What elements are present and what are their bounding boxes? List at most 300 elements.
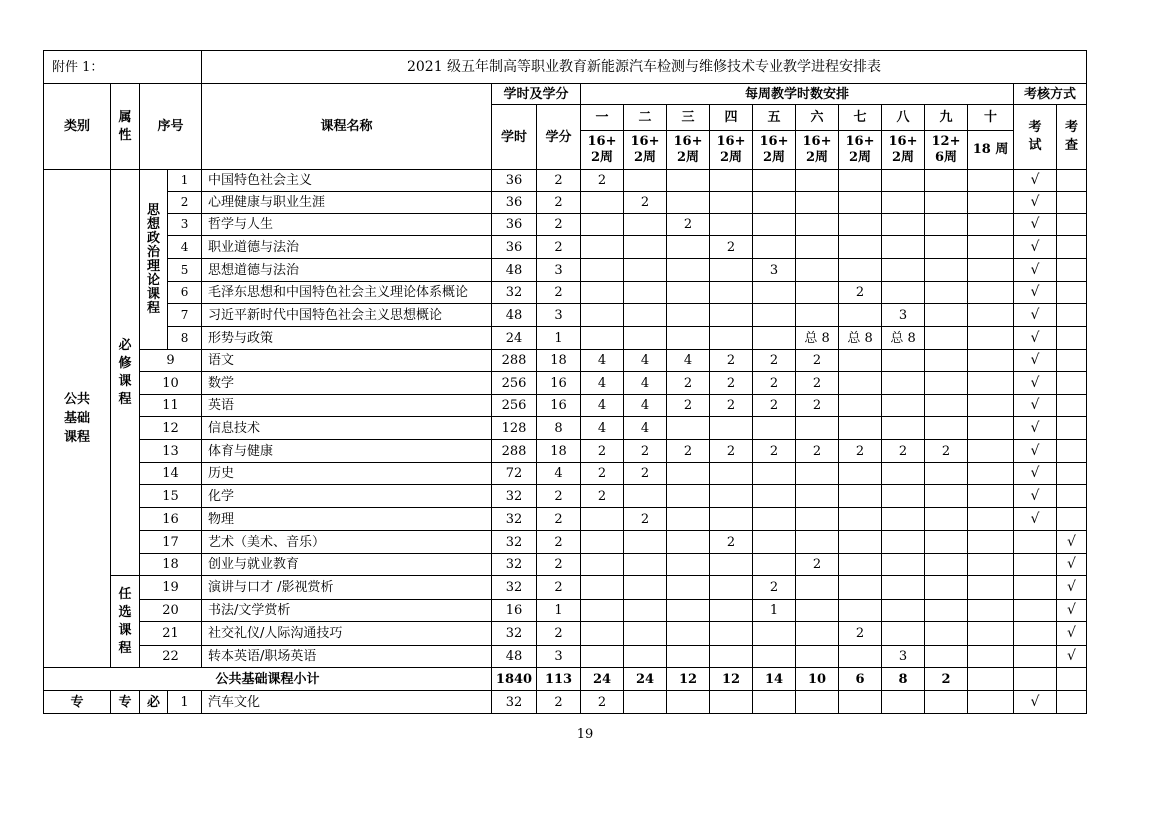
row-number: 13 (140, 440, 202, 463)
subtotal-semester: 24 (581, 668, 624, 691)
course-name: 书法/文学赏析 (202, 600, 492, 622)
credits-cell: 2 (537, 622, 581, 646)
semester-hours-cell (968, 372, 1014, 395)
check-mark (1057, 192, 1087, 214)
semester-hours-cell (925, 485, 968, 508)
course-row (44, 236, 1087, 259)
semester-hours-cell (753, 554, 796, 576)
semester-hours-cell (882, 282, 925, 304)
semester-hours-cell: 2 (882, 440, 925, 463)
political-theory-group: 思想政治理论课程 (140, 170, 168, 350)
semester-hours-cell (796, 646, 839, 668)
semester-hours-cell: 4 (624, 372, 667, 395)
col-weekly: 每周教学时数安排 (581, 84, 1014, 105)
semester-hours-cell (839, 236, 882, 259)
exam-mark: √ (1014, 350, 1057, 372)
course-name: 英语 (202, 395, 492, 417)
semester-hours-cell (581, 259, 624, 282)
semester-hours-cell (925, 395, 968, 417)
check-mark (1057, 417, 1087, 440)
course-row (44, 485, 1087, 508)
semester-hours-cell (667, 463, 710, 485)
semester-hours-cell (710, 170, 753, 192)
row-number: 21 (140, 622, 202, 646)
credits-cell: 3 (537, 646, 581, 668)
check-mark: √ (1057, 622, 1087, 646)
semester-hours-cell (925, 170, 968, 192)
semester-hours-cell (925, 463, 968, 485)
credits-cell: 2 (537, 214, 581, 236)
semester-hours-cell (796, 485, 839, 508)
check-mark: √ (1057, 576, 1087, 600)
semester-hours-cell (796, 170, 839, 192)
course-row (44, 576, 1087, 600)
hours-cell: 48 (492, 646, 537, 668)
semester-hours-cell (710, 600, 753, 622)
semester-hours-cell (753, 327, 796, 350)
row-number: 3 (168, 214, 202, 236)
exam-mark (1014, 576, 1057, 600)
semester-hours-cell (796, 214, 839, 236)
course-row (44, 508, 1087, 531)
major-course-row (44, 691, 1087, 714)
row-number: 7 (168, 304, 202, 327)
semester-hours-cell: 2 (624, 508, 667, 531)
semester-hours-cell (968, 304, 1014, 327)
course-name: 形势与政策 (202, 327, 492, 350)
semester-hours-cell (753, 304, 796, 327)
semester-hours-cell (753, 236, 796, 259)
semester-hours-cell (968, 259, 1014, 282)
semester-hours-cell (882, 417, 925, 440)
subtotal-semester: 10 (796, 668, 839, 691)
semester-hours-cell (839, 646, 882, 668)
hours-cell: 32 (492, 691, 537, 714)
hours-cell: 32 (492, 554, 537, 576)
semester-hours-cell: 2 (624, 192, 667, 214)
hours-cell: 48 (492, 304, 537, 327)
credits-cell: 2 (537, 531, 581, 554)
semester-hours-cell (968, 576, 1014, 600)
semester-header: 九 (925, 105, 968, 131)
hours-cell: 36 (492, 192, 537, 214)
semester-hours-cell: 2 (839, 622, 882, 646)
check-mark (1057, 395, 1087, 417)
semester-hours-cell (667, 236, 710, 259)
semester-hours-cell: 2 (710, 395, 753, 417)
semester-hours-cell: 2 (667, 440, 710, 463)
credits-cell: 2 (537, 192, 581, 214)
credits-cell: 3 (537, 259, 581, 282)
semester-header: 十 (968, 105, 1014, 131)
semester-hours-cell (839, 600, 882, 622)
hours-cell: 32 (492, 485, 537, 508)
semester-header: 六 (796, 105, 839, 131)
semester-hours-cell (968, 531, 1014, 554)
course-schedule-sheet (43, 50, 1087, 714)
semester-hours-cell (968, 691, 1014, 714)
semester-hours-cell (581, 236, 624, 259)
semester-hours-cell: 2 (796, 395, 839, 417)
semester-hours-cell (753, 192, 796, 214)
semester-hours-cell (882, 463, 925, 485)
semester-hours-cell (968, 395, 1014, 417)
col-category: 类别 (44, 84, 111, 170)
semester-hours-cell (624, 327, 667, 350)
semester-hours-cell (796, 508, 839, 531)
hours-cell: 128 (492, 417, 537, 440)
page-number: 19 (576, 727, 594, 742)
credits-cell: 16 (537, 372, 581, 395)
semester-hours-cell (796, 236, 839, 259)
semester-weeks: 12+ 6周 (925, 131, 968, 170)
semester-hours-cell (581, 576, 624, 600)
check-mark (1057, 463, 1087, 485)
semester-hours-cell (796, 531, 839, 554)
semester-weeks: 18 周 (968, 131, 1014, 170)
row-number: 10 (140, 372, 202, 395)
credits-cell: 1 (537, 600, 581, 622)
semester-header: 一 (581, 105, 624, 131)
course-row (44, 440, 1087, 463)
course-name: 哲学与人生 (202, 214, 492, 236)
row-number: 5 (168, 259, 202, 282)
semester-hours-cell (710, 691, 753, 714)
course-row (44, 395, 1087, 417)
semester-hours-cell (667, 327, 710, 350)
hours-cell: 24 (492, 327, 537, 350)
semester-hours-cell (925, 236, 968, 259)
hours-cell: 36 (492, 236, 537, 259)
hours-cell: 48 (492, 259, 537, 282)
semester-hours-cell: 4 (624, 350, 667, 372)
semester-hours-cell (796, 259, 839, 282)
semester-hours-cell: 总 8 (839, 327, 882, 350)
semester-hours-cell: 2 (710, 531, 753, 554)
semester-hours-cell: 1 (753, 600, 796, 622)
row-number: 6 (168, 282, 202, 304)
semester-hours-cell (839, 192, 882, 214)
semester-hours-cell: 2 (667, 395, 710, 417)
credits-cell: 18 (537, 440, 581, 463)
semester-hours-cell (796, 304, 839, 327)
row-number: 19 (140, 576, 202, 600)
course-row (44, 214, 1087, 236)
col-course-name: 课程名称 (202, 84, 492, 170)
semester-hours-cell (882, 531, 925, 554)
hours-cell: 32 (492, 282, 537, 304)
subtotal-row (44, 668, 1087, 691)
semester-hours-cell: 3 (882, 304, 925, 327)
course-row (44, 282, 1087, 304)
semester-hours-cell (882, 600, 925, 622)
semester-hours-cell: 2 (753, 350, 796, 372)
semester-weeks: 16+ 2周 (710, 131, 753, 170)
semester-hours-cell (624, 485, 667, 508)
semester-hours-cell (796, 576, 839, 600)
semester-hours-cell (925, 531, 968, 554)
semester-hours-cell (925, 192, 968, 214)
credits-cell: 2 (537, 691, 581, 714)
col-attribute: 属性 (111, 84, 140, 170)
credits-cell: 16 (537, 395, 581, 417)
semester-hours-cell (882, 576, 925, 600)
check-mark (1057, 440, 1087, 463)
credits-cell: 3 (537, 304, 581, 327)
semester-hours-cell (925, 691, 968, 714)
course-row (44, 622, 1087, 646)
credits-cell: 2 (537, 236, 581, 259)
semester-hours-cell (796, 282, 839, 304)
semester-hours-cell (925, 372, 968, 395)
semester-hours-cell (925, 259, 968, 282)
row-number: 1 (168, 691, 202, 714)
semester-header: 二 (624, 105, 667, 131)
exam-mark: √ (1014, 327, 1057, 350)
semester-hours-cell (925, 600, 968, 622)
attribute-major: 专 (111, 691, 140, 714)
semester-hours-cell (839, 485, 882, 508)
semester-hours-cell (968, 600, 1014, 622)
course-name: 化学 (202, 485, 492, 508)
course-name: 历史 (202, 463, 492, 485)
course-name: 思想道德与法治 (202, 259, 492, 282)
subtotal-semester (968, 668, 1014, 691)
semester-hours-cell (753, 646, 796, 668)
course-name: 职业道德与法治 (202, 236, 492, 259)
semester-hours-cell (839, 304, 882, 327)
exam-mark: √ (1014, 282, 1057, 304)
subtotal-semester: 24 (624, 668, 667, 691)
semester-hours-cell (710, 282, 753, 304)
check-mark: √ (1057, 531, 1087, 554)
semester-hours-cell: 2 (581, 170, 624, 192)
semester-hours-cell (796, 417, 839, 440)
semester-hours-cell (925, 622, 968, 646)
check-mark (1057, 259, 1087, 282)
course-name: 物理 (202, 508, 492, 531)
row-number: 1 (168, 170, 202, 192)
semester-hours-cell (710, 304, 753, 327)
subtotal-credits: 113 (537, 668, 581, 691)
semester-hours-cell (796, 691, 839, 714)
col-seq: 序号 (140, 84, 202, 170)
semester-hours-cell (839, 554, 882, 576)
hours-cell: 288 (492, 440, 537, 463)
check-mark (1057, 508, 1087, 531)
semester-hours-cell (581, 508, 624, 531)
semester-hours-cell (667, 691, 710, 714)
semester-hours-cell (839, 350, 882, 372)
teaching-plan-table (43, 50, 1087, 714)
credits-cell: 1 (537, 327, 581, 350)
exam-mark: √ (1014, 463, 1057, 485)
semester-hours-cell (667, 485, 710, 508)
semester-header: 四 (710, 105, 753, 131)
course-name: 心理健康与职业生涯 (202, 192, 492, 214)
semester-hours-cell: 2 (710, 236, 753, 259)
semester-hours-cell (710, 192, 753, 214)
semester-hours-cell (796, 463, 839, 485)
attribute-required: 必修课程 (111, 170, 140, 576)
semester-hours-cell (624, 554, 667, 576)
row-number: 16 (140, 508, 202, 531)
semester-hours-cell (624, 576, 667, 600)
semester-hours-cell (667, 600, 710, 622)
semester-hours-cell (968, 170, 1014, 192)
hours-cell: 16 (492, 600, 537, 622)
course-name: 转本英语/职场英语 (202, 646, 492, 668)
semester-hours-cell (753, 485, 796, 508)
hours-cell: 256 (492, 372, 537, 395)
semester-hours-cell: 2 (710, 350, 753, 372)
semester-hours-cell (710, 485, 753, 508)
exam-mark: √ (1014, 691, 1057, 714)
semester-hours-cell (667, 282, 710, 304)
course-name: 体育与健康 (202, 440, 492, 463)
semester-hours-cell (839, 372, 882, 395)
course-name: 中国特色社会主义 (202, 170, 492, 192)
semester-hours-cell (667, 304, 710, 327)
semester-weeks: 16+ 2周 (796, 131, 839, 170)
semester-hours-cell (968, 485, 1014, 508)
attribute-elective: 任选课程 (111, 576, 140, 668)
semester-header: 三 (667, 105, 710, 131)
check-mark (1057, 327, 1087, 350)
course-name: 汽车文化 (202, 691, 492, 714)
semester-hours-cell: 4 (581, 417, 624, 440)
col-credits: 学分 (537, 105, 581, 170)
semester-hours-cell: 3 (753, 259, 796, 282)
semester-hours-cell (839, 214, 882, 236)
semester-hours-cell: 2 (753, 372, 796, 395)
semester-hours-cell (925, 646, 968, 668)
course-row (44, 531, 1087, 554)
semester-hours-cell (882, 259, 925, 282)
course-row (44, 350, 1087, 372)
semester-hours-cell (710, 576, 753, 600)
semester-hours-cell (882, 508, 925, 531)
semester-hours-cell (839, 531, 882, 554)
semester-hours-cell (925, 327, 968, 350)
semester-hours-cell (710, 327, 753, 350)
semester-hours-cell (753, 463, 796, 485)
semester-hours-cell (624, 646, 667, 668)
semester-hours-cell (968, 282, 1014, 304)
semester-hours-cell: 2 (839, 440, 882, 463)
semester-hours-cell (624, 622, 667, 646)
course-row (44, 463, 1087, 485)
semester-hours-cell (753, 417, 796, 440)
row-number: 2 (168, 192, 202, 214)
semester-hours-cell (882, 236, 925, 259)
semester-hours-cell (796, 600, 839, 622)
semester-hours-cell (581, 214, 624, 236)
semester-hours-cell: 2 (624, 463, 667, 485)
exam-mark: √ (1014, 170, 1057, 192)
semester-hours-cell (667, 646, 710, 668)
exam-mark (1014, 622, 1057, 646)
exam-mark: √ (1014, 304, 1057, 327)
course-row (44, 304, 1087, 327)
semester-hours-cell (624, 259, 667, 282)
semester-hours-cell: 2 (581, 691, 624, 714)
semester-hours-cell (925, 304, 968, 327)
semester-hours-cell (581, 622, 624, 646)
subtotal-check (1057, 668, 1087, 691)
semester-hours-cell: 4 (667, 350, 710, 372)
semester-hours-cell (667, 508, 710, 531)
semester-hours-cell (581, 192, 624, 214)
semester-hours-cell (710, 622, 753, 646)
semester-hours-cell: 总 8 (796, 327, 839, 350)
semester-hours-cell: 4 (581, 372, 624, 395)
subtotal-semester: 8 (882, 668, 925, 691)
semester-hours-cell (753, 214, 796, 236)
hours-cell: 32 (492, 622, 537, 646)
course-name: 毛泽东思想和中国特色社会主义理论体系概论 (202, 282, 492, 304)
semester-hours-cell: 2 (581, 463, 624, 485)
exam-mark (1014, 646, 1057, 668)
semester-hours-cell (753, 170, 796, 192)
semester-hours-cell: 2 (753, 576, 796, 600)
semester-hours-cell: 2 (796, 440, 839, 463)
semester-hours-cell (710, 508, 753, 531)
semester-hours-cell (581, 531, 624, 554)
col-assessment: 考核方式 (1014, 84, 1087, 105)
course-row (44, 554, 1087, 576)
check-mark (1057, 282, 1087, 304)
row-number: 18 (140, 554, 202, 576)
semester-hours-cell (882, 622, 925, 646)
required-major: 必 (140, 691, 168, 714)
credits-cell: 2 (537, 508, 581, 531)
semester-hours-cell (882, 372, 925, 395)
credits-cell: 2 (537, 282, 581, 304)
semester-hours-cell (968, 554, 1014, 576)
semester-hours-cell (839, 508, 882, 531)
col-hours: 学时 (492, 105, 537, 170)
exam-mark (1014, 554, 1057, 576)
semester-hours-cell (667, 576, 710, 600)
semester-hours-cell (882, 485, 925, 508)
col-check: 考查 (1057, 105, 1087, 170)
hours-cell: 32 (492, 576, 537, 600)
credits-cell: 2 (537, 576, 581, 600)
semester-hours-cell (624, 600, 667, 622)
check-mark (1057, 691, 1087, 714)
semester-weeks: 16+ 2周 (624, 131, 667, 170)
course-row (44, 192, 1087, 214)
check-mark (1057, 350, 1087, 372)
subtotal-hours: 1840 (492, 668, 537, 691)
exam-mark: √ (1014, 417, 1057, 440)
row-number: 12 (140, 417, 202, 440)
course-name: 社交礼仪/人际沟通技巧 (202, 622, 492, 646)
semester-hours-cell: 2 (753, 440, 796, 463)
semester-hours-cell (667, 622, 710, 646)
semester-hours-cell (839, 395, 882, 417)
semester-hours-cell (968, 440, 1014, 463)
semester-weeks: 16+ 2周 (581, 131, 624, 170)
semester-hours-cell: 4 (624, 417, 667, 440)
subtotal-semester: 12 (710, 668, 753, 691)
semester-hours-cell: 4 (624, 395, 667, 417)
subtotal-label: 公共基础课程小计 (44, 668, 492, 691)
course-name: 演讲与口才 /影视赏析 (202, 576, 492, 600)
semester-hours-cell (667, 417, 710, 440)
row-number: 20 (140, 600, 202, 622)
